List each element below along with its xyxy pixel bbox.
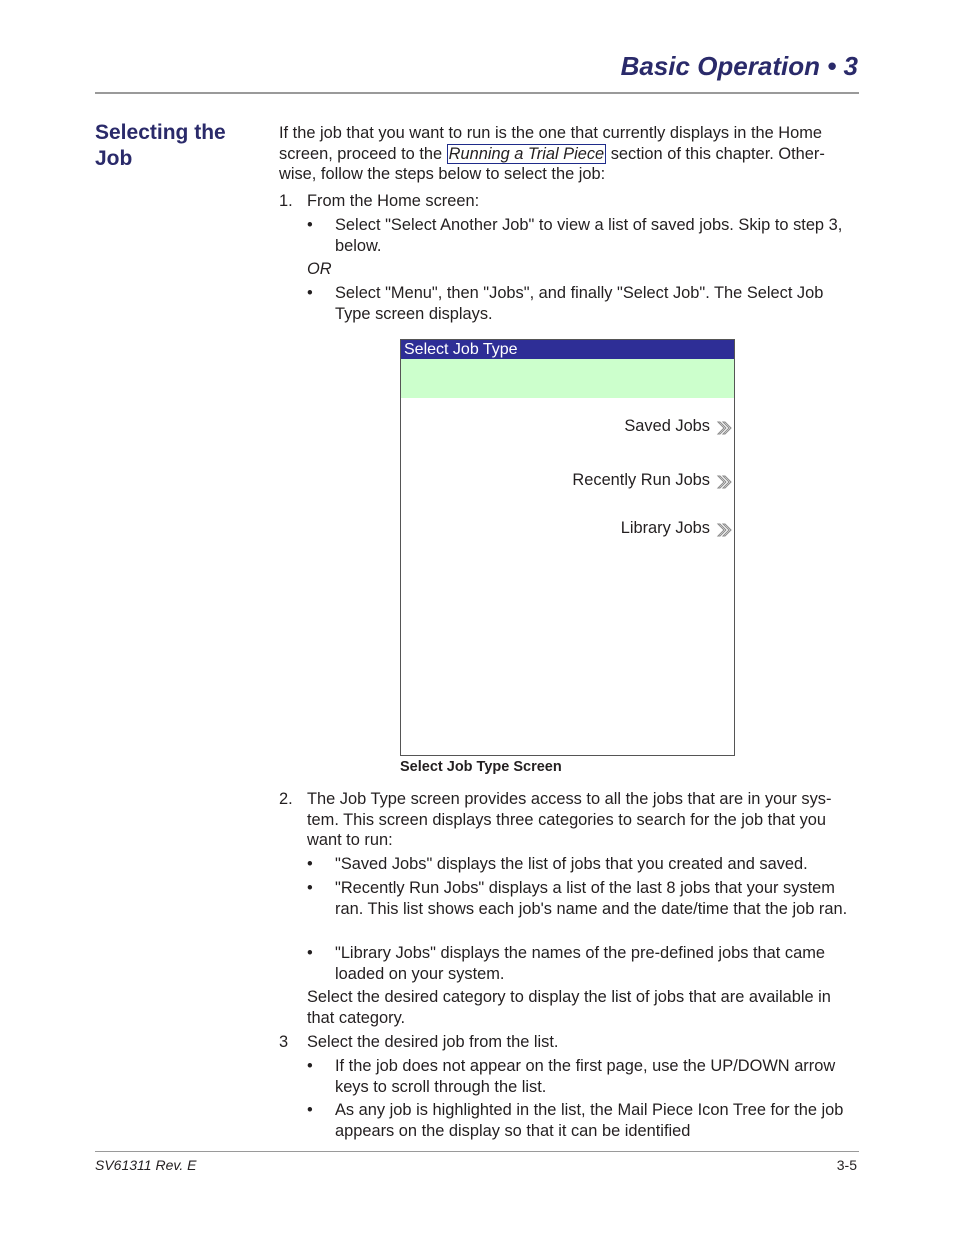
double-chevron-right-icon <box>716 419 732 433</box>
step-text: From the Home screen: <box>307 192 480 210</box>
bullet-marker: • <box>307 879 313 897</box>
bullet-marker: • <box>307 284 313 302</box>
select-job-type-screen <box>400 339 735 756</box>
bullet-marker: • <box>307 944 313 962</box>
bullet-marker: • <box>307 1101 313 1119</box>
option-label: Library Jobs <box>620 519 710 537</box>
double-chevron-right-icon <box>716 473 732 487</box>
intro-text-end: section of this chapter. Other-wise, follow the steps below to select the job: <box>279 144 825 183</box>
recently-run-jobs-option[interactable] <box>572 469 732 491</box>
bullet-text: "Library Jobs" displays the names of the pre-defined jobs that came loaded on your system. <box>335 944 825 983</box>
intro-text-start: If the job that you want to run is the one that currently displays in the Home screen, proceed to the <box>279 124 823 163</box>
bullet-text: If the job does not appear on the first page, use the UP/DOWN arrow keys to scroll through the list. <box>335 1057 836 1096</box>
double-chevron-right-icon <box>716 521 732 535</box>
footer-rule <box>95 1151 859 1152</box>
step-text: Select the desired job from the list. <box>307 1033 559 1051</box>
figure-caption: Select Job Type Screen <box>400 759 562 775</box>
option-label: Recently Run Jobs <box>572 471 710 489</box>
step-number: 1. <box>279 192 293 210</box>
step-text: The Job Type screen provides access to all the jobs that are in your sys-tem. This screen displays three categories to search for the job that you want to run: <box>307 790 832 849</box>
bullet-text: "Saved Jobs" displays the list of jobs that you created and saved. <box>335 855 808 873</box>
bullet-text: "Recently Run Jobs" displays a list of the last 8 jobs that your system ran. This list shows each job's name and the date/time that the job ran. <box>335 879 848 918</box>
running-trial-piece-link[interactable]: Running a Trial Piece <box>448 144 605 163</box>
saved-jobs-option[interactable] <box>624 415 732 437</box>
screen-title-bar: Select Job Type <box>401 340 734 359</box>
step-number: 2. <box>279 790 293 808</box>
bullet-marker: • <box>307 855 313 873</box>
option-label: Saved Jobs <box>624 417 710 435</box>
bullet-text: Select "Select Another Job" to view a list of saved jobs. Skip to step 3, below. <box>335 216 843 255</box>
or-text: OR <box>307 260 332 278</box>
page-number: 3-5 <box>836 1157 857 1173</box>
bullet-marker: • <box>307 1057 313 1075</box>
intro-paragraph <box>279 123 859 185</box>
document-revision: SV61311 Rev. E <box>95 1157 197 1173</box>
bullet-text: Select "Menu", then "Jobs", and finally "Select Job". The Select Job Type screen displays. <box>335 284 824 323</box>
header-rule <box>95 92 859 94</box>
step-number: 3 <box>279 1033 289 1051</box>
step-2-followup: Select the desired category to display the list of jobs that are available in that category. <box>307 988 831 1027</box>
chapter-title: Basic Operation • 3 <box>620 51 858 81</box>
screen-status-area <box>401 359 734 398</box>
bullet-text: As any job is highlighted in the list, the Mail Piece Icon Tree for the job appears on the display so that it can be identified <box>335 1101 844 1140</box>
bullet-marker: • <box>307 216 313 234</box>
library-jobs-option[interactable] <box>621 517 732 539</box>
section-heading: Selecting the Job <box>95 121 226 170</box>
